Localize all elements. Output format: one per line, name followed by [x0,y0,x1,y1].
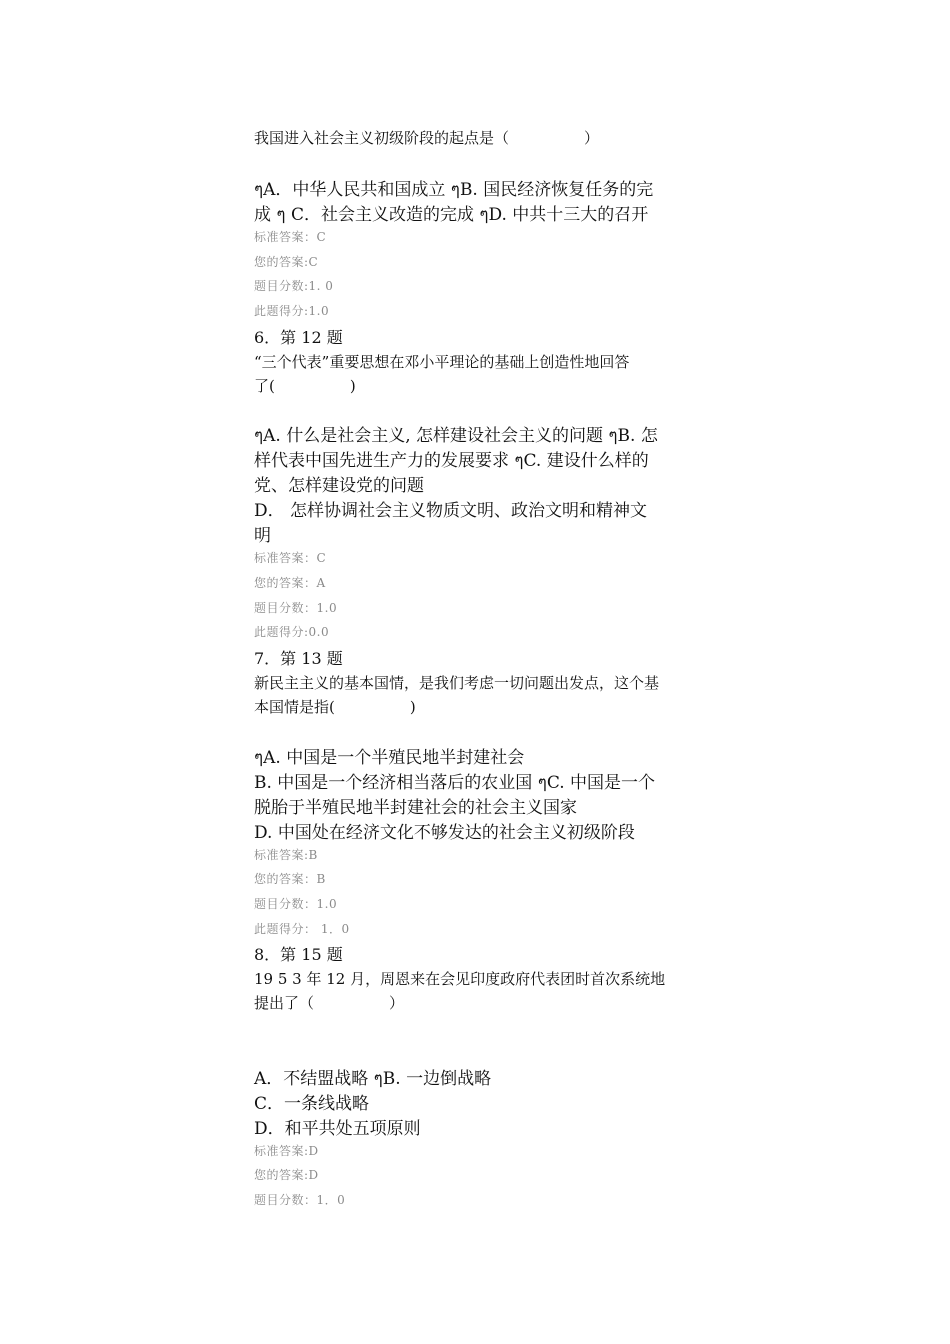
question-6-standard-answer: 标准答案：C [254,551,327,565]
question-7-options-line-4: D. 中国处在经济文化不够发达的社会主义初级阶段 [254,823,635,843]
question-5-standard-answer: 标准答案：C [254,230,327,244]
question-5-score: 题目分数:1. 0 [254,279,334,293]
question-5-options-line-2: 成 ๆ C．社会主义改造的完成 ๆD. 中共十三大的召开 [254,205,649,225]
question-7-standard-answer: 标准答案:B [254,848,318,862]
question-7-options-line-2: B. 中国是一个经济相当落后的农业国 ๆC. 中国是一个 [254,773,656,793]
question-8-heading: 8．第 15 题 [254,945,343,964]
question-8-standard-answer: 标准答案:D [254,1144,319,1158]
question-6-stem-line-1: “三个代表”重要思想在邓小平理论的基础上创造性地回答 [254,353,630,371]
question-5-points-earned: 此题得分:1.0 [254,304,330,318]
question-7-points-earned: 此题得分： 1．0 [254,922,350,936]
question-6-options-line-1: ๆA. 什么是社会主义, 怎样建设社会主义的问题 ๆB. 怎 [254,426,658,446]
question-7-stem-line-2: 本国情是指( ) [254,698,416,716]
question-8-your-answer: 您的答案:D [254,1168,319,1182]
question-8-score: 题目分数：1．0 [254,1193,346,1207]
question-8-stem-line-1: 19 5 3 年 12 月，周恩来在会见印度政府代表团时首次系统地 [254,970,666,988]
question-8-stem-line-2: 提出了（ ） [254,994,405,1012]
question-7-options-line-3: 脱胎于半殖民地半封建社会的社会主义国家 [254,798,577,818]
question-7-score: 题目分数：1.0 [254,897,338,911]
question-6-options-line-3: 党、怎样建设党的问题 [254,476,424,496]
question-7-stem-line-1: 新民主主义的基本国情，是我们考虑一切问题出发点，这个基 [254,674,660,692]
question-6-score: 题目分数：1.0 [254,601,338,615]
question-7-options-line-1: ๆA. 中国是一个半殖民地半封建社会 [254,748,525,768]
question-6-stem-line-2: 了( ) [254,377,356,395]
question-8-options-line-1: A．不结盟战略 ๆB. 一边倒战略 [254,1069,492,1089]
question-6-options-line-4: D． 怎样协调社会主义物质文明、政治文明和精神文 [254,501,648,521]
question-6-options-line-2: 样代表中国先进生产力的发展要求 ๆC. 建设什么样的 [254,451,649,471]
question-7-your-answer: 您的答案：B [254,872,326,886]
question-8-options-line-3: D．和平共处五项原则 [254,1119,421,1139]
question-8-options-line-2: C．一条线战略 [254,1094,370,1114]
question-5-stem: 我国进入社会主义初级阶段的起点是（ ） [254,129,600,147]
question-6-points-earned: 此题得分:0.0 [254,625,330,639]
question-6-your-answer: 您的答案：A [254,576,326,590]
question-6-heading: 6．第 12 题 [254,328,343,347]
question-5-options-line-1: ๆA．中华人民共和国成立 ๆB. 国民经济恢复任务的完 [254,180,654,200]
question-6-options-line-5: 明 [254,526,271,546]
question-7-heading: 7．第 13 题 [254,649,343,668]
question-5-your-answer: 您的答案:C [254,255,319,269]
